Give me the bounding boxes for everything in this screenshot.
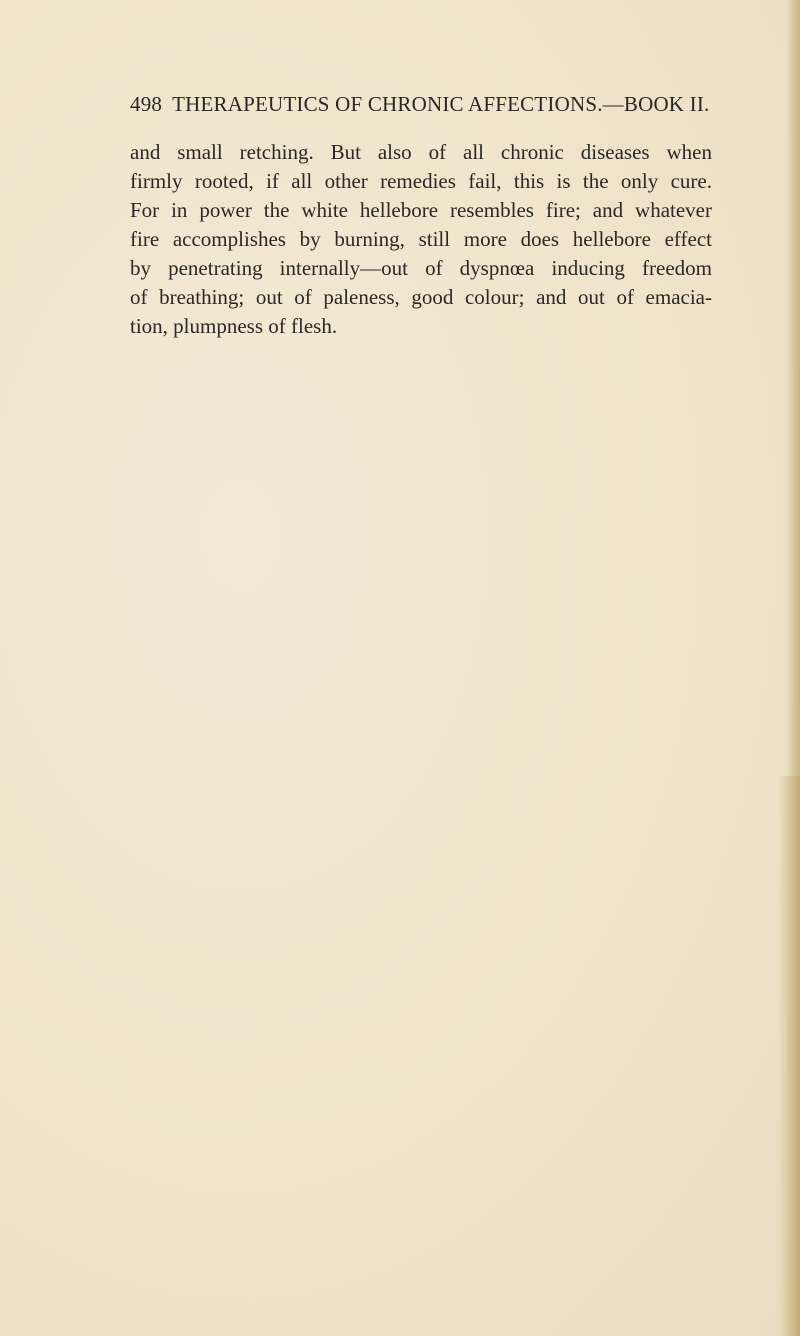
running-title: THERAPEUTICS OF CHRONIC AFFECTIONS.—BOOK II. [172, 92, 710, 116]
text-line: and small retching. But also of all chronic diseases when [130, 140, 712, 164]
text-line: of breathing; out of paleness, good colour; and out of emacia- [130, 285, 712, 309]
text-line: by penetrating internally—out of dyspnœa inducing freedom [130, 256, 712, 280]
page-number: 498 [130, 92, 163, 116]
text-line: firmly rooted, if all other remedies fail, this is the only cure. [130, 169, 712, 193]
running-header [130, 92, 710, 117]
page-edge-stain [778, 776, 800, 1336]
text-line: fire accomplishes by burning, still more does hellebore effect [130, 227, 712, 251]
text-line: tion, plumpness of flesh. [130, 314, 338, 338]
body-paragraph [130, 138, 712, 341]
text-line: For in power the white hellebore resembles fire; and whatever [130, 198, 712, 222]
